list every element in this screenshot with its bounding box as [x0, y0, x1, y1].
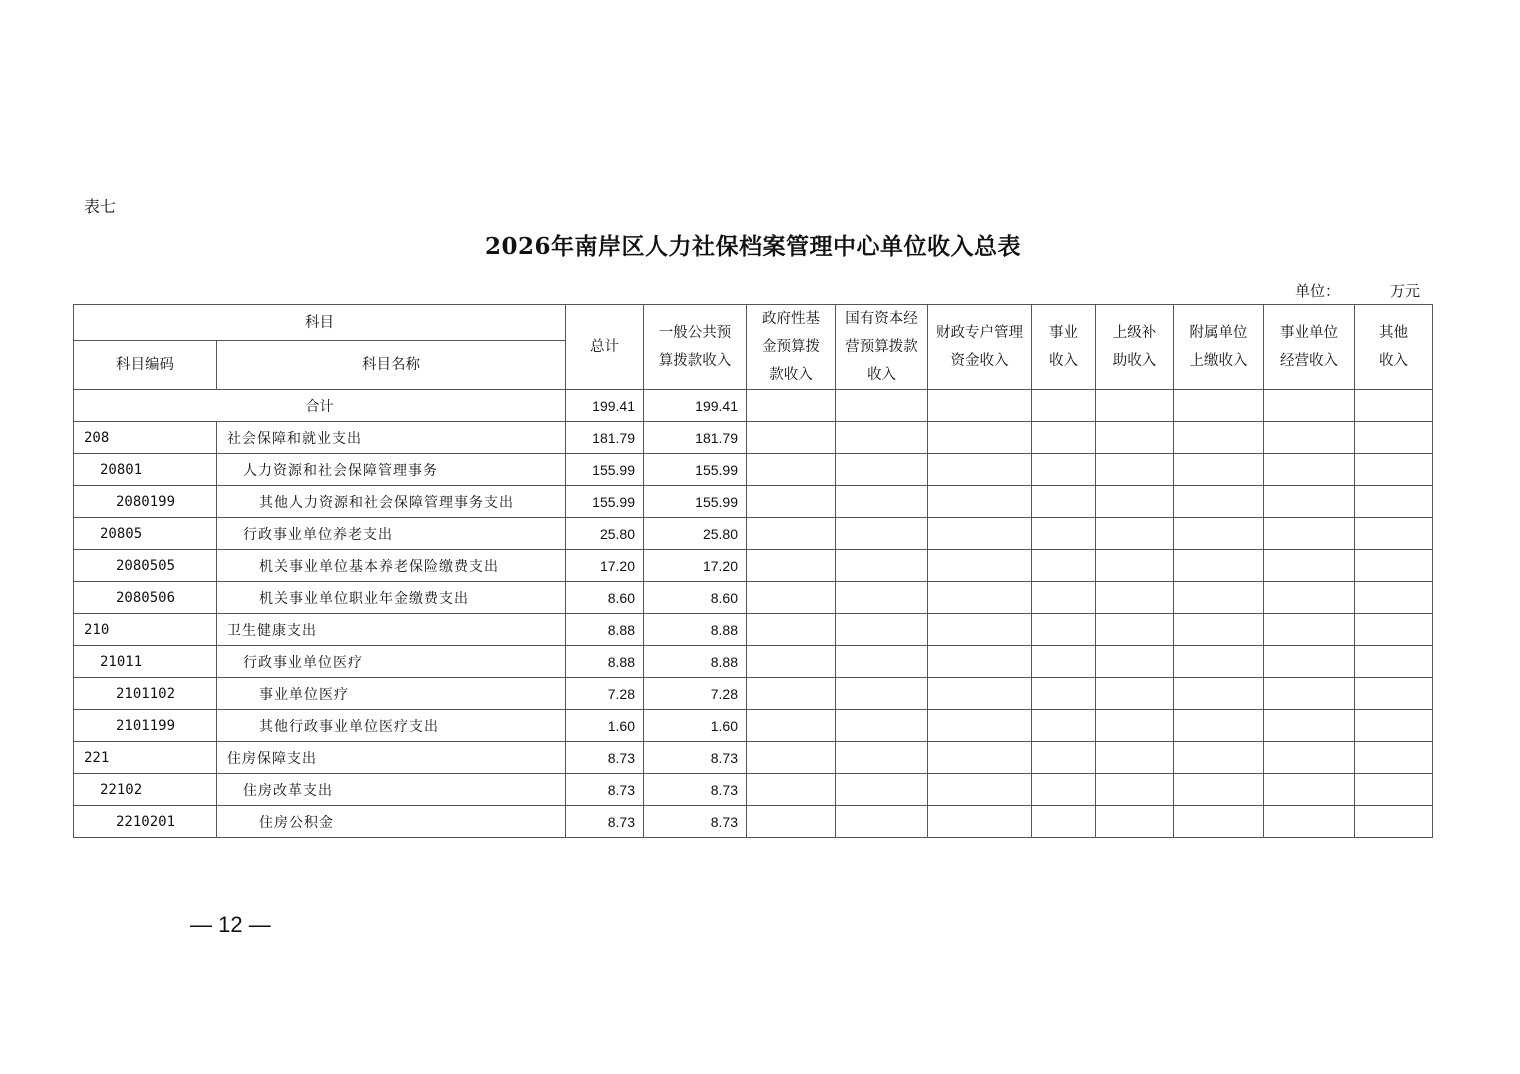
empty-cell	[1355, 806, 1433, 838]
general-budget-cell: 8.88	[644, 614, 747, 646]
general-budget-cell: 8.73	[644, 742, 747, 774]
empty-cell	[1264, 582, 1355, 614]
general-budget-cell: 155.99	[644, 486, 747, 518]
empty-cell	[1174, 582, 1264, 614]
empty-cell	[928, 710, 1032, 742]
empty-cell	[928, 742, 1032, 774]
subject-name: 住房改革支出	[217, 774, 566, 806]
empty-cell	[1096, 422, 1174, 454]
subject-name: 行政事业单位养老支出	[217, 518, 566, 550]
empty-cell	[1174, 518, 1264, 550]
empty-cell	[1174, 742, 1264, 774]
empty-cell	[1096, 582, 1174, 614]
table-row	[74, 454, 1433, 486]
empty-cell	[928, 806, 1032, 838]
subject-name: 事业单位医疗	[217, 678, 566, 710]
header-state-capital: 国有资本经营预算拨款收入	[836, 305, 928, 390]
empty-cell	[1355, 774, 1433, 806]
subject-code: 210	[74, 614, 217, 646]
empty-cell	[1096, 454, 1174, 486]
empty-cell	[1096, 774, 1174, 806]
empty-cell	[1032, 454, 1096, 486]
total-label: 合计	[74, 390, 566, 422]
empty-cell	[1096, 550, 1174, 582]
empty-cell	[747, 742, 836, 774]
empty-cell	[836, 806, 928, 838]
empty-cell	[1264, 454, 1355, 486]
subject-code: 20805	[74, 518, 217, 550]
empty-cell	[1174, 422, 1264, 454]
empty-cell	[1174, 710, 1264, 742]
empty-cell	[1032, 486, 1096, 518]
empty-cell	[928, 486, 1032, 518]
general-budget-cell: 181.79	[644, 422, 747, 454]
total-cell: 8.73	[566, 774, 644, 806]
subject-code: 21011	[74, 646, 217, 678]
subject-code: 221	[74, 742, 217, 774]
subject-name: 机关事业单位职业年金缴费支出	[217, 582, 566, 614]
header-superior-subsidy: 上级补助收入	[1096, 305, 1174, 390]
table-row	[74, 614, 1433, 646]
general-budget-cell: 8.73	[644, 774, 747, 806]
table-row	[74, 742, 1433, 774]
general-budget-cell: 155.99	[644, 454, 747, 486]
total-cell: 181.79	[566, 422, 644, 454]
empty-cell	[1096, 806, 1174, 838]
empty-cell	[1096, 646, 1174, 678]
empty-cell	[1096, 710, 1174, 742]
empty-cell	[1264, 742, 1355, 774]
empty-cell	[1032, 582, 1096, 614]
empty-cell	[928, 454, 1032, 486]
table-row	[74, 646, 1433, 678]
empty-cell	[836, 422, 928, 454]
total-cell: 8.88	[566, 614, 644, 646]
empty-cell	[1032, 678, 1096, 710]
header-operating-income: 事业单位经营收入	[1264, 305, 1355, 390]
empty-cell	[836, 710, 928, 742]
empty-cell	[836, 486, 928, 518]
empty-cell	[1032, 550, 1096, 582]
empty-cell	[1096, 678, 1174, 710]
subject-code: 2080506	[74, 582, 217, 614]
total-cell: 8.60	[566, 582, 644, 614]
general-budget-cell: 199.41	[644, 390, 747, 422]
empty-cell	[1174, 454, 1264, 486]
empty-cell	[928, 518, 1032, 550]
empty-cell	[1355, 646, 1433, 678]
empty-cell	[1174, 678, 1264, 710]
empty-cell	[1174, 774, 1264, 806]
empty-cell	[1355, 550, 1433, 582]
total-cell: 7.28	[566, 678, 644, 710]
empty-cell	[836, 678, 928, 710]
general-budget-cell: 8.60	[644, 582, 747, 614]
empty-cell	[928, 614, 1032, 646]
document-title: 2026年南岸区人力社保档案管理中心单位收入总表	[484, 233, 1021, 260]
total-cell: 1.60	[566, 710, 644, 742]
empty-cell	[1264, 518, 1355, 550]
subject-name: 机关事业单位基本养老保险缴费支出	[217, 550, 566, 582]
total-row	[74, 390, 1433, 422]
empty-cell	[1264, 646, 1355, 678]
empty-cell	[1096, 518, 1174, 550]
empty-cell	[747, 454, 836, 486]
total-cell: 8.73	[566, 742, 644, 774]
header-business-income: 事业收入	[1032, 305, 1096, 390]
empty-cell	[747, 582, 836, 614]
header-affiliated-income: 附属单位上缴收入	[1174, 305, 1264, 390]
empty-cell	[1174, 486, 1264, 518]
subject-code: 2080199	[74, 486, 217, 518]
income-summary-table	[73, 304, 1433, 838]
empty-cell	[1355, 710, 1433, 742]
subject-name: 住房保障支出	[217, 742, 566, 774]
empty-cell	[928, 678, 1032, 710]
subject-code: 2080505	[74, 550, 217, 582]
subject-name: 卫生健康支出	[217, 614, 566, 646]
empty-cell	[928, 550, 1032, 582]
empty-cell	[1264, 774, 1355, 806]
general-budget-cell: 1.60	[644, 710, 747, 742]
empty-cell	[1096, 486, 1174, 518]
total-cell: 8.73	[566, 806, 644, 838]
empty-cell	[1032, 518, 1096, 550]
subject-name: 行政事业单位医疗	[217, 646, 566, 678]
table-row	[74, 710, 1433, 742]
empty-cell	[1264, 678, 1355, 710]
table-row	[74, 582, 1433, 614]
empty-cell	[1174, 550, 1264, 582]
empty-cell	[928, 774, 1032, 806]
subject-code: 2101102	[74, 678, 217, 710]
empty-cell	[1355, 614, 1433, 646]
empty-cell	[1096, 742, 1174, 774]
subject-name: 社会保障和就业支出	[217, 422, 566, 454]
table-row	[74, 422, 1433, 454]
empty-cell	[836, 646, 928, 678]
header-name: 科目名称	[217, 341, 566, 390]
table-label: 表七	[84, 197, 117, 216]
total-cell: 155.99	[566, 486, 644, 518]
empty-cell	[836, 614, 928, 646]
table-row	[74, 550, 1433, 582]
empty-cell	[1174, 614, 1264, 646]
empty-cell	[836, 518, 928, 550]
empty-cell	[836, 742, 928, 774]
general-budget-cell: 7.28	[644, 678, 747, 710]
subject-code: 208	[74, 422, 217, 454]
empty-cell	[747, 806, 836, 838]
header-general-budget: 一般公共预算拨款收入	[644, 305, 747, 390]
empty-cell	[836, 550, 928, 582]
empty-cell	[1355, 518, 1433, 550]
table-row	[74, 806, 1433, 838]
unit-line	[1295, 280, 1420, 301]
empty-cell	[747, 678, 836, 710]
empty-cell	[1355, 454, 1433, 486]
empty-cell	[1032, 806, 1096, 838]
empty-cell	[928, 582, 1032, 614]
empty-cell	[1032, 774, 1096, 806]
table-row	[74, 518, 1433, 550]
subject-name: 住房公积金	[217, 806, 566, 838]
table-row	[74, 774, 1433, 806]
subject-code: 22102	[74, 774, 217, 806]
empty-cell	[747, 550, 836, 582]
empty-cell	[1355, 486, 1433, 518]
empty-cell	[1032, 710, 1096, 742]
total-cell: 8.88	[566, 646, 644, 678]
empty-cell	[1264, 806, 1355, 838]
empty-cell	[1264, 486, 1355, 518]
page-number: — 12 —	[190, 912, 271, 937]
total-cell: 199.41	[566, 390, 644, 422]
table-row	[74, 678, 1433, 710]
empty-cell	[928, 422, 1032, 454]
empty-cell	[1032, 646, 1096, 678]
subject-code: 2210201	[74, 806, 217, 838]
empty-cell	[1355, 582, 1433, 614]
total-cell: 17.20	[566, 550, 644, 582]
total-cell: 155.99	[566, 454, 644, 486]
unit-label: 单位：	[1294, 282, 1340, 300]
general-budget-cell: 8.88	[644, 646, 747, 678]
unit-value: 万元	[1389, 282, 1420, 300]
header-code: 科目编码	[74, 341, 217, 390]
empty-cell	[1032, 422, 1096, 454]
table-row	[74, 486, 1433, 518]
empty-cell	[1355, 678, 1433, 710]
empty-cell	[1032, 614, 1096, 646]
empty-cell	[1355, 422, 1433, 454]
empty-cell	[747, 518, 836, 550]
empty-cell	[747, 422, 836, 454]
empty-cell	[836, 582, 928, 614]
empty-cell	[1264, 614, 1355, 646]
subject-code: 20801	[74, 454, 217, 486]
empty-cell	[1032, 742, 1096, 774]
subject-name: 人力资源和社会保障管理事务	[217, 454, 566, 486]
subject-name: 其他行政事业单位医疗支出	[217, 710, 566, 742]
empty-cell	[1264, 422, 1355, 454]
empty-cell	[747, 710, 836, 742]
empty-cell	[836, 454, 928, 486]
empty-cell	[747, 646, 836, 678]
empty-cell	[928, 646, 1032, 678]
empty-cell	[1264, 710, 1355, 742]
general-budget-cell: 8.73	[644, 806, 747, 838]
general-budget-cell: 25.80	[644, 518, 747, 550]
empty-cell	[747, 486, 836, 518]
empty-cell	[1096, 614, 1174, 646]
empty-cell	[1174, 646, 1264, 678]
empty-cell	[747, 774, 836, 806]
header-subject: 科目	[74, 305, 566, 341]
empty-cell	[1264, 550, 1355, 582]
total-cell: 25.80	[566, 518, 644, 550]
empty-cell	[747, 614, 836, 646]
header-total: 总计	[566, 305, 644, 390]
subject-name: 其他人力资源和社会保障管理事务支出	[217, 486, 566, 518]
general-budget-cell: 17.20	[644, 550, 747, 582]
header-fiscal-special: 财政专户管理资金收入	[928, 305, 1032, 390]
header-gov-fund: 政府性基金预算拨款收入	[747, 305, 836, 390]
empty-cell	[1174, 806, 1264, 838]
empty-cell	[836, 774, 928, 806]
empty-cell	[1355, 742, 1433, 774]
subject-code: 2101199	[74, 710, 217, 742]
header-other-income: 其他收入	[1355, 305, 1433, 390]
